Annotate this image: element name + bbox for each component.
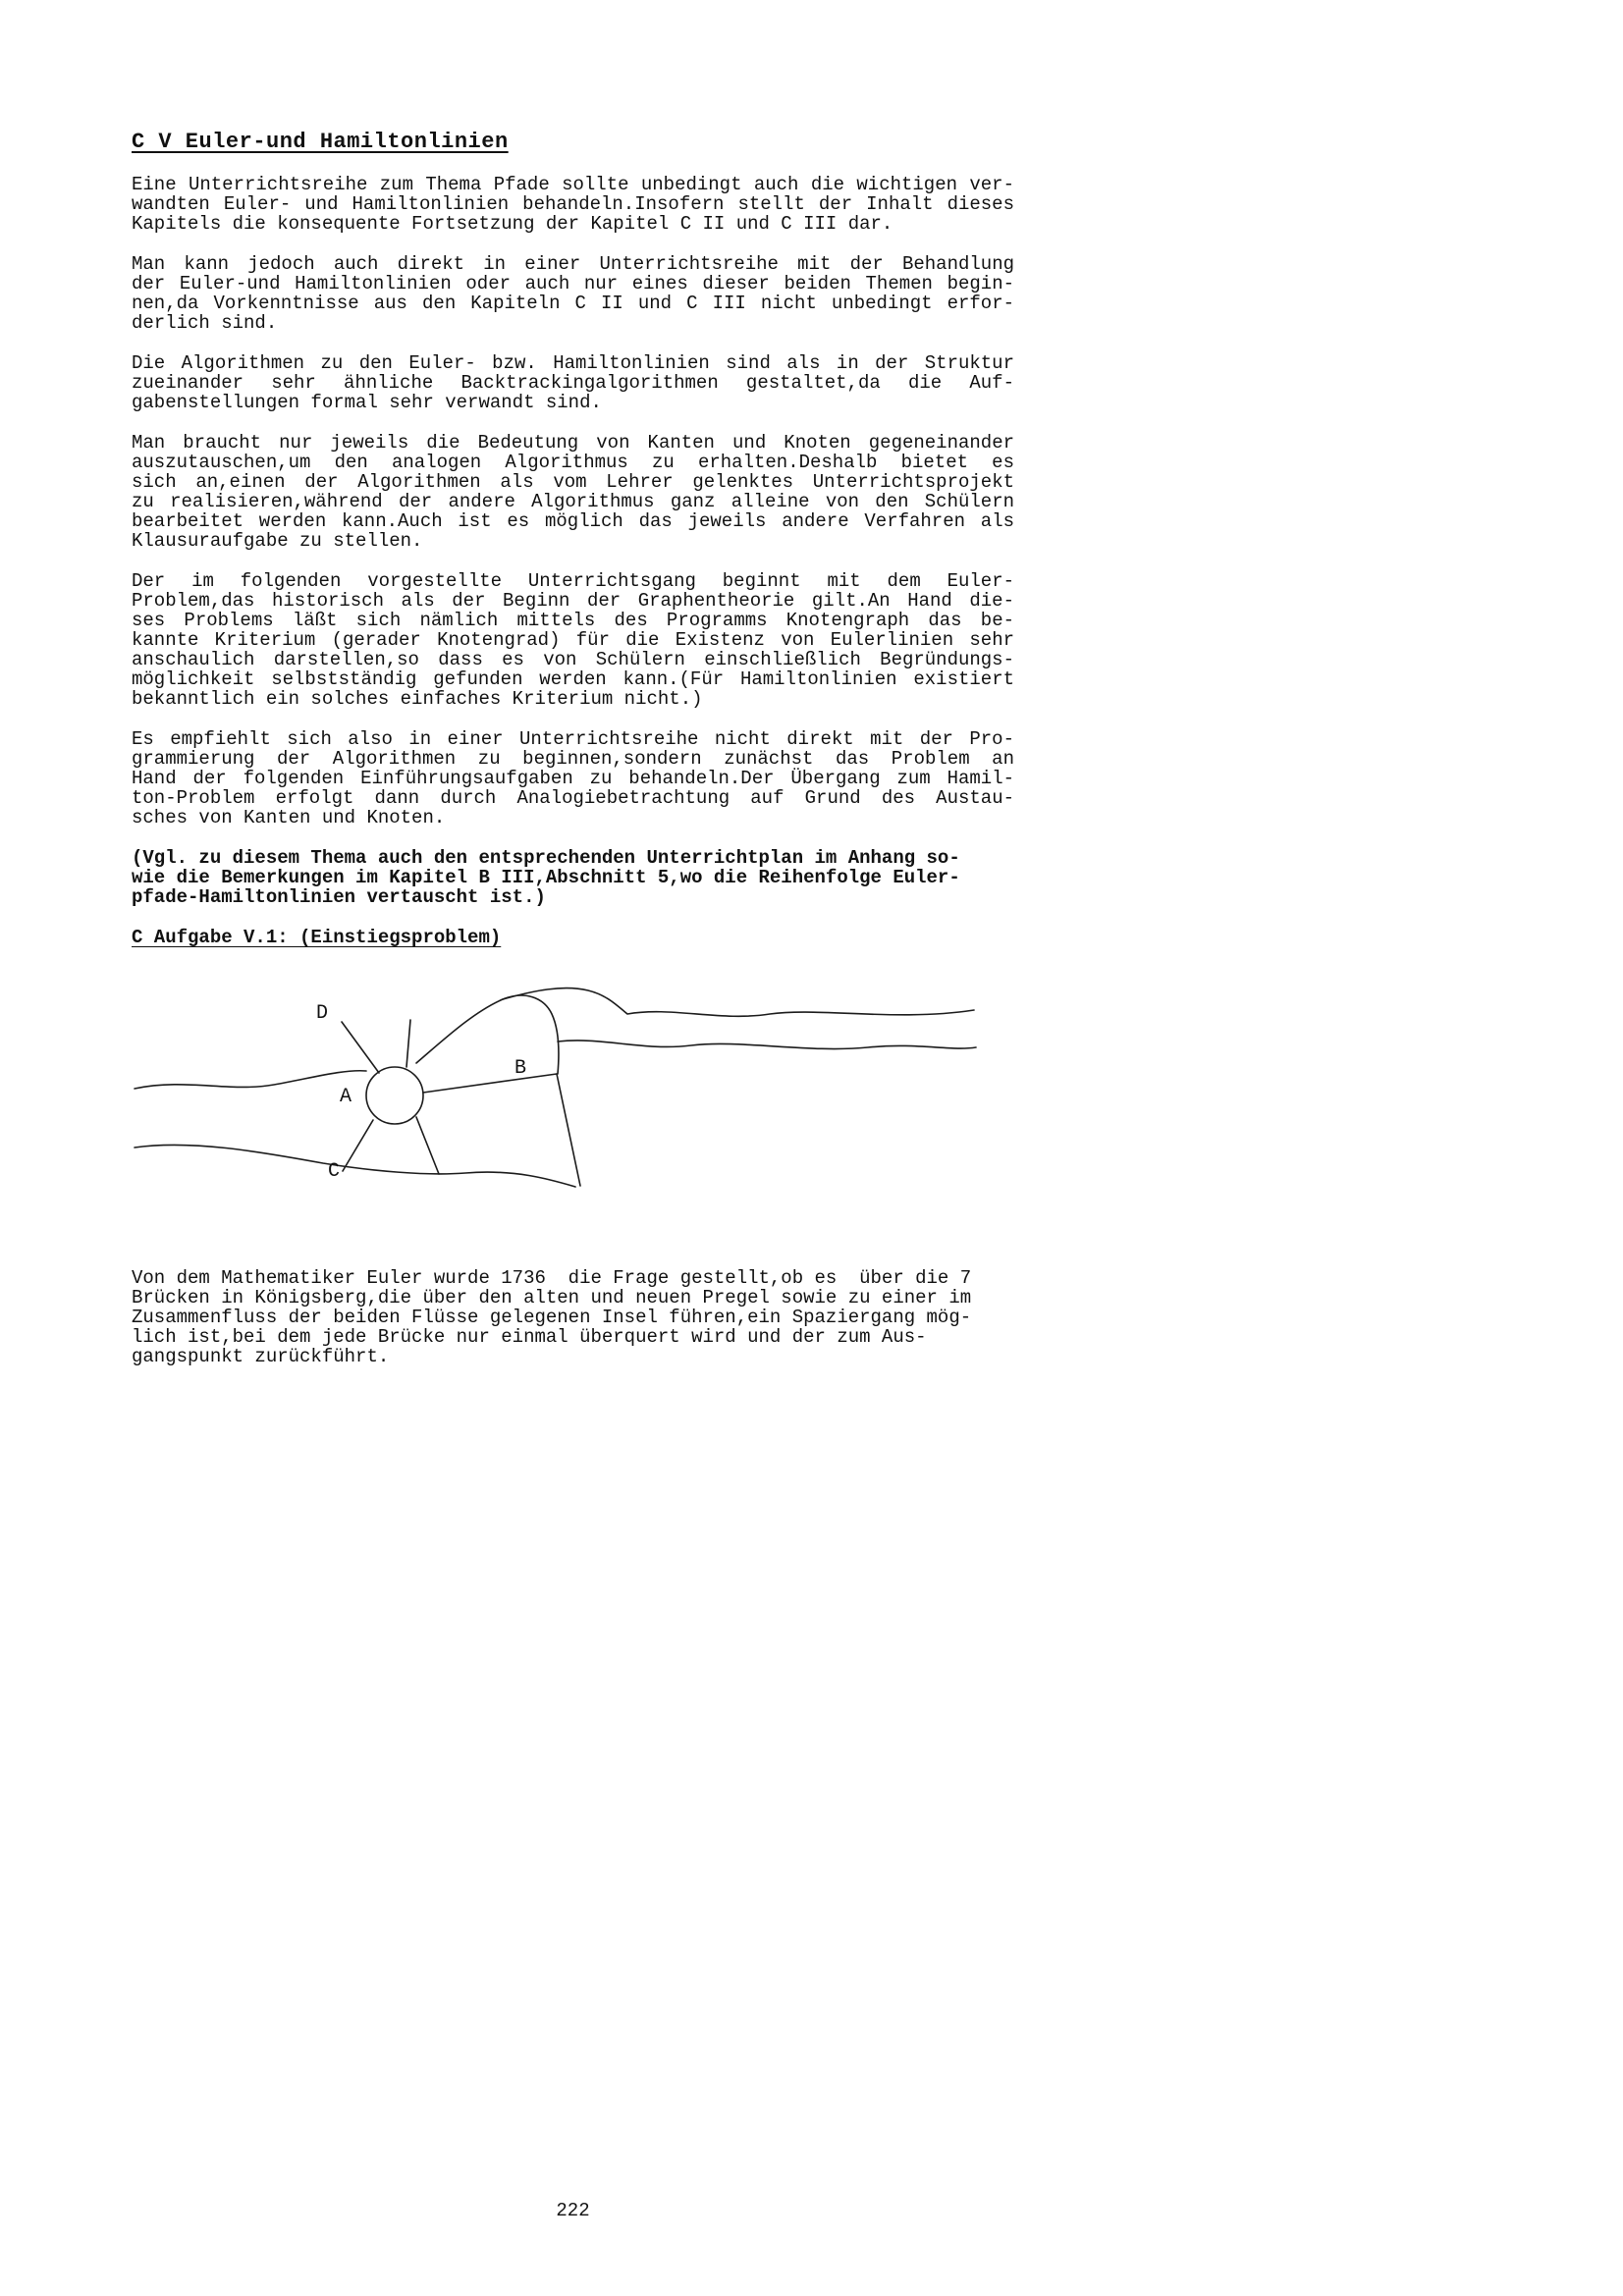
right-stream-upper bbox=[503, 988, 974, 1017]
text-line: ses Problems läßt sich nämlich mittels des Programms Knotengraph das be- bbox=[132, 610, 1014, 631]
upper-river-arch bbox=[416, 995, 559, 1074]
text-line: Der im folgenden vorgestellte Unterrichtsgang beginnt mit dem Euler- bbox=[132, 570, 1014, 592]
paragraph-2 bbox=[132, 254, 1014, 333]
text-line: Klausuraufgabe zu stellen. bbox=[132, 530, 423, 552]
text-line: Eine Unterrichtsreihe zum Thema Pfade sollte unbedingt auch die wichtigen ver- bbox=[132, 174, 1014, 195]
text-line: zu realisieren,während der andere Algorithmus ganz alleine von den Schülern bbox=[132, 491, 1014, 512]
text-line: grammierung der Algorithmen zu beginnen,sondern zunächst das Problem an bbox=[132, 748, 1014, 770]
paragraph-4 bbox=[132, 433, 1014, 551]
paragraph-6 bbox=[132, 729, 1014, 828]
text-line: nen,da Vorkenntnisse aus den Kapiteln C II und C III nicht unbedingt erfor- bbox=[132, 293, 1014, 314]
bridge-line bbox=[343, 1120, 373, 1171]
text-line: Man kann jedoch auch direkt in einer Unterrichtsreihe mit der Behandlung bbox=[132, 253, 1014, 275]
text-line: (Vgl. zu diesem Thema auch den entsprechenden Unterrichtplan im Anhang so- bbox=[132, 847, 960, 869]
text-line: zueinander sehr ähnliche Backtrackingalgorithmen gestaltet,da die Auf- bbox=[132, 372, 1014, 394]
text-line: Es empfiehlt sich also in einer Unterrichtsreihe nicht direkt mit der Pro- bbox=[132, 728, 1014, 750]
text-line: Man braucht nur jeweils die Bedeutung von Kanten und Knoten gegeneinander bbox=[132, 432, 1014, 454]
text-line: bekanntlich ein solches einfaches Kriterium nicht.) bbox=[132, 688, 703, 710]
text-line: wie die Bemerkungen im Kapitel B III,Abschnitt 5,wo die Reihenfolge Euler- bbox=[132, 867, 960, 888]
text-line: derlich sind. bbox=[132, 312, 278, 334]
text-line: möglichkeit selbstständig gefunden werden kann.(Für Hamiltonlinien existiert bbox=[132, 668, 1014, 690]
junction-down-line bbox=[557, 1074, 580, 1186]
bold-note bbox=[132, 848, 1014, 907]
island-circle bbox=[366, 1067, 423, 1124]
text-line: auszutauschen,um den analogen Algorithmus zu erhalten.Deshalb bietet es bbox=[132, 452, 1014, 473]
koenigsberg-sketch bbox=[132, 983, 986, 1233]
text-line: lich ist,bei dem jede Brücke nur einmal überquert wird und der zum Aus- bbox=[132, 1326, 927, 1348]
text-line: gangspunkt zurückführt. bbox=[132, 1346, 390, 1367]
text-line: Hand der folgenden Einführungsaufgaben zu behandeln.Der Übergang zum Hamil- bbox=[132, 768, 1014, 789]
text-line: der Euler-und Hamiltonlinien oder auch nur eines dieser beiden Themen begin- bbox=[132, 273, 1014, 294]
figure-label-c: C bbox=[328, 1160, 341, 1183]
koenigsberg-figure bbox=[132, 983, 1014, 1233]
bridge-line bbox=[416, 1117, 439, 1174]
closing-paragraph bbox=[132, 1268, 1014, 1366]
text-line: Brücken in Königsberg,die über den alten und neuen Pregel sowie zu einer im bbox=[132, 1287, 972, 1308]
page-title: C V Euler-und Hamiltonlinien bbox=[132, 130, 509, 154]
text-line: gabenstellungen formal sehr verwandt sind. bbox=[132, 392, 602, 413]
right-stream-lower bbox=[558, 1041, 976, 1049]
text-line: anschaulich darstellen,so dass es von Schülern einschließlich Begründungs- bbox=[132, 649, 1014, 670]
river-bank-upper-left bbox=[135, 1071, 366, 1089]
text-line: Zusammenfluss der beiden Flüsse gelegenen Insel führen,ein Spaziergang mög- bbox=[132, 1307, 972, 1328]
text-line: sches von Kanten und Knoten. bbox=[132, 807, 446, 828]
task-subheading: C Aufgabe V.1: (Einstiegsproblem) bbox=[132, 927, 502, 948]
text-line: pfade-Hamiltonlinien vertauscht ist.) bbox=[132, 886, 546, 908]
text-line: ton-Problem erfolgt dann durch Analogiebetrachtung auf Grund des Austau- bbox=[132, 787, 1014, 809]
text-line: Kapitels die konsequente Fortsetzung der Kapitel C II und C III dar. bbox=[132, 213, 893, 235]
page-number: 222 bbox=[556, 2200, 590, 2221]
text-line: Von dem Mathematiker Euler wurde 1736 die Frage gestellt,ob es über die 7 bbox=[132, 1267, 972, 1289]
text-line: Problem,das historisch als der Beginn der Graphentheorie gilt.An Hand die- bbox=[132, 590, 1014, 612]
paragraph-3 bbox=[132, 353, 1014, 412]
bridge-line bbox=[342, 1022, 379, 1073]
text-line: sich an,einen der Algorithmen als vom Lehrer gelenktes Unterrichtsprojekt bbox=[132, 471, 1014, 493]
figure-label-d: D bbox=[316, 1002, 329, 1025]
figure-label-b: B bbox=[514, 1057, 527, 1080]
paragraph-5 bbox=[132, 571, 1014, 709]
text-line: Die Algorithmen zu den Euler- bzw. Hamiltonlinien sind als in der Struktur bbox=[132, 352, 1014, 374]
island-connector-line bbox=[423, 1074, 557, 1093]
text-line: bearbeitet werden kann.Auch ist es möglich das jeweils andere Verfahren als bbox=[132, 510, 1014, 532]
text-column bbox=[132, 131, 1014, 1366]
figure-label-a: A bbox=[340, 1086, 352, 1108]
text-line: kannte Kriterium (gerader Knotengrad) für die Existenz von Eulerlinien sehr bbox=[132, 629, 1014, 651]
paragraph-1 bbox=[132, 175, 1014, 234]
text-line: wandten Euler- und Hamiltonlinien behandeln.Insofern stellt der Inhalt dieses bbox=[132, 193, 1014, 215]
bridge-line bbox=[406, 1020, 410, 1067]
